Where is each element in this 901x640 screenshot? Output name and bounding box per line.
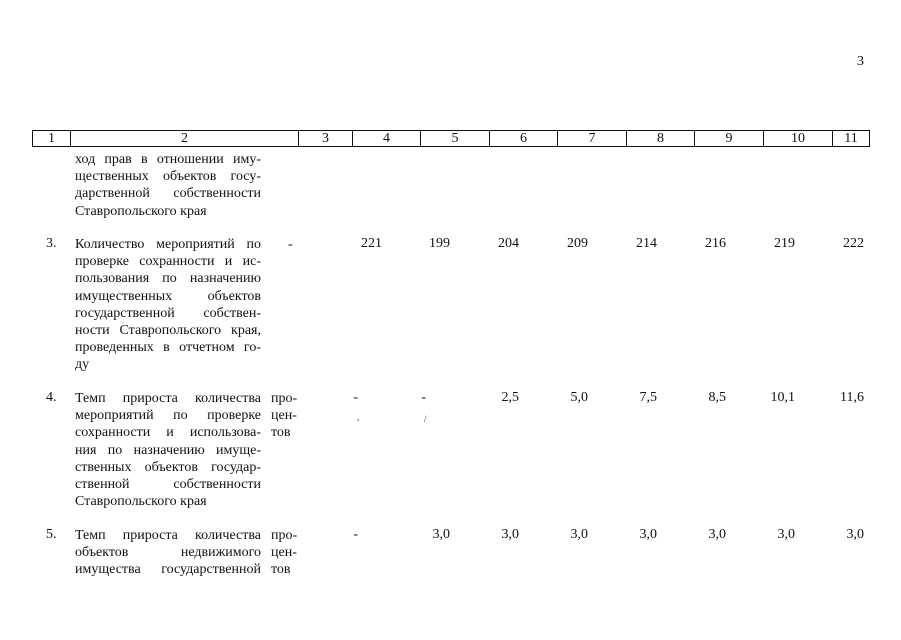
scan-mark: / — [424, 414, 427, 424]
text-line: мероприятий по проверке — [75, 408, 261, 424]
row-description — [75, 527, 261, 579]
text-line: Ставропольского края — [75, 494, 207, 510]
row-number: 4. — [46, 390, 57, 405]
value-cell: 3,0 — [432, 527, 450, 542]
text-line: ственных объектов государ- — [75, 459, 261, 475]
value-cell: 222 — [843, 236, 864, 251]
value-cell: 3,0 — [501, 527, 519, 542]
text-line: сохранности и использова- — [75, 425, 261, 441]
text-line: Ставропольского края — [75, 203, 207, 219]
row-number: 5. — [46, 527, 57, 542]
row-description — [75, 390, 261, 510]
value-cell: 209 — [567, 236, 588, 251]
value-cell: 8,5 — [708, 390, 726, 405]
header-col-2: 2 — [71, 131, 299, 146]
header-col-1: 1 — [33, 131, 71, 146]
text-line: проведенных в отчетном го- — [75, 340, 261, 356]
value-cell: 221 — [361, 236, 382, 251]
text-line: ния по назначению имуще- — [75, 442, 261, 458]
text-line: имущественных объектов — [75, 288, 261, 304]
value-cell: 5,0 — [570, 390, 588, 405]
header-col-4: 4 — [353, 131, 421, 146]
value-cell: 216 — [705, 236, 726, 251]
text-line: Темп прироста количества — [75, 391, 261, 406]
value-cell: 199 — [429, 236, 450, 251]
text-line: Количество мероприятий по — [75, 237, 261, 252]
row-description — [75, 236, 261, 374]
header-col-5: 5 — [421, 131, 490, 146]
value-cell: 11,6 — [840, 390, 864, 405]
unit-line: про- — [271, 391, 298, 406]
text-line: Темп прироста количества — [75, 528, 261, 543]
header-col-11: 11 — [844, 131, 858, 146]
text-line: проверке сохранности и ис- — [75, 254, 261, 270]
continuation-text — [75, 151, 261, 220]
header-col-9: 9 — [695, 131, 764, 146]
unit-line: тов — [271, 425, 291, 441]
value-cell: - — [353, 527, 358, 542]
value-cell: 3,0 — [846, 527, 864, 542]
text-line: ход прав в отношении иму- — [75, 152, 261, 167]
value-cell: 3,0 — [708, 527, 726, 542]
value-cell: 204 — [498, 236, 519, 251]
page-number: 3 — [857, 54, 864, 69]
unit-line: цен- — [271, 408, 297, 424]
text-line: имущества государственной — [75, 562, 261, 578]
value-cell: 7,5 — [639, 390, 657, 405]
header-col-6: 6 — [490, 131, 558, 146]
value-cell: 3,0 — [777, 527, 795, 542]
scan-mark: , — [357, 412, 360, 422]
value-cell: - — [421, 390, 426, 405]
unit-line: тов — [271, 562, 291, 578]
text-line: ности Ставропольского края, — [75, 323, 261, 339]
text-line: щественных объектов госу- — [75, 169, 261, 185]
text-line: дарственной собственности — [75, 186, 261, 202]
value-cell: 214 — [636, 236, 657, 251]
header-col-3: 3 — [299, 131, 353, 146]
value-cell: 2,5 — [501, 390, 519, 405]
text-line: ду — [75, 357, 90, 373]
text-line: ственной собственности — [75, 477, 261, 493]
table-header-row — [32, 130, 870, 147]
value-cell: - — [353, 390, 358, 405]
header-col-10: 10 — [764, 131, 833, 146]
text-line: объектов недвижимого — [75, 545, 261, 561]
text-line: пользования по назначению — [75, 271, 261, 287]
unit-line: - — [288, 237, 293, 252]
header-col-7: 7 — [558, 131, 627, 146]
header-col-8: 8 — [627, 131, 695, 146]
text-line: государственной собствен- — [75, 305, 261, 321]
value-cell: 3,0 — [639, 527, 657, 542]
value-cell: 10,1 — [770, 390, 795, 405]
unit-line: цен- — [271, 545, 297, 561]
unit-line: про- — [271, 528, 298, 543]
value-cell: 219 — [774, 236, 795, 251]
value-cell: 3,0 — [570, 527, 588, 542]
row-number: 3. — [46, 236, 57, 251]
